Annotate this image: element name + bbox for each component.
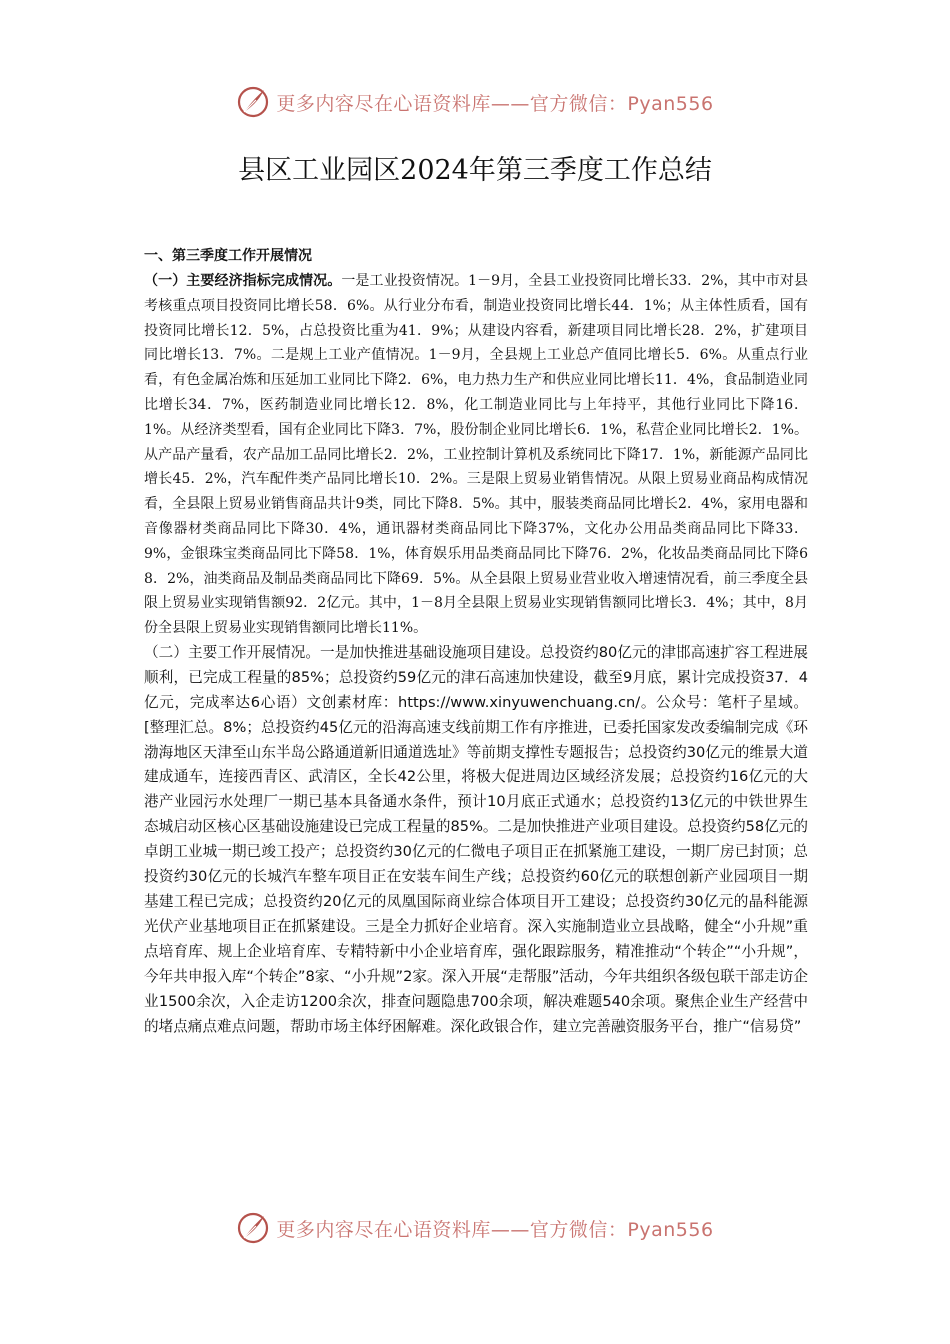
header-banner xyxy=(0,82,950,122)
paragraph-work-progress: （二）主要工作开展情况。一是加快推进基础设施项目建设。总投资约80亿元的津邯高速扩容工程进展顺利，已完成工程量的85%；总投资约59亿元的津石高速加快建设，截至9月底，累计完成投资37．4亿元，完成率达6心语）文创素材库：https://www.xinyuwenchuang.cn/。公众号：笔杆子星域。[整理汇总。8%；总投资约45亿元的沿海高速支线前期工作有序推进，已委托国家发改委编制完成《环渤海地区天津至山东半岛公路通道新旧通道选址》等前期支撑性专题报告；总投资约30亿元的维景大道建成通车，连接西青区、武清区，全长42公里，将极大促进周边区域经济发展；总投资约16亿元的大港产业园污水处理厂一期已基本具备通水条件，预计10月底正式通水；总投资约13亿元的中铁世界生态城启动区核心区基础设施建设已完成工程量的85%。二是加快推进产业项目建设。总投资约58亿元的卓朗工业城一期已竣工投产；总投资约30亿元的仁微电子项目正在抓紧施工建设，一期厂房已封顶；总投资约30亿元的长城汽车整车项目正在安装车间生产线；总投资约60亿元的联想创新产业园项目一期基建工程已完成；总投资约20亿元的凤凰国际商业综合体项目开工建设；总投资约30亿元的晶科能源光伏产业基地项目正在抓紧建设。三是全力抓好企业培育。深入实施制造业立县战略，健全“小升规”重点培育库、规上企业培育库、专精特新中小企业培育库，强化跟踪服务，精准推动“个转企”“小升规”，今年共申报入库“个转企”8家、“小升规”2家。深入开展“走帮服”活动，今年共组织各级包联干部走访企业1500余次，入企走访1200余次，排查问题隐患700余项，解决难题540余项。聚焦企业生产经营中的堵点痛点难点问题，帮助市场主体纾困解难。深化政银合作，建立完善融资服务平台，推广“信易贷” xyxy=(144,643,808,1035)
banner-text: 更多内容尽在心语资料库——官方微信：Pyan556 xyxy=(276,92,714,115)
document-body xyxy=(144,244,808,1039)
feather-pen-logo-icon xyxy=(236,85,270,119)
paragraph-body: 一是工业投资情况。1－9月，全县工业投资同比增长33．2%，其中市对县考核重点项目投资同比增长58．6%。从行业分布看，制造业投资同比增长44．1%；从主体性质看，国有投资同比增长12．5%，占总投资比重为41．9%；从建设内容看，新建项目同比增长28．2%，扩建项目同比增长13．7%。二是规上工业产值情况。1－9月，全县规上工业总产值同比增长5．6%。从重点行业看，有色金属冶炼和压延加工业同比下降2．6%，电力热力生产和供应业同比增长11．4%，食品制造业同比增长34．7%，医药制造业同比增长12．8%，化工制造业同比与上年持平，其他行业同比下降16．1%。从经济类型看，国有企业同比下降3．7%，股份制企业同比增长6．1%，私营企业同比增长2．1%。从产品产量看，农产品加工品同比增长2．2%，工业控制计算机及系统同比下降17．1%，新能源产品同比增长45．2%，汽车配件类产品同比增长10．2%。三是限上贸易业销售情况。从限上贸易业商品构成情况看，全县限上贸易业销售商品共计9类，同比下降8．5%。其中，服装类商品同比增长2．4%，家用电器和音像器材类商品同比下降30．4%，通讯器材类商品同比下降37%，文化办公用品类商品同比下降33．9%，金银珠宝类商品同比下降58．1%，体育娱乐用品类商品同比下降76．2%，化妆品类商品同比下降68．2%，油类商品及制品类商品同比下降69．5%。从全县限上贸易业营业收入增速情况看，前三季度全县限上贸易业实现销售额92．2亿元。其中，1－8月全县限上贸易业实现销售额同比增长3．4%；其中，8月份全县限上贸易业实现销售额同比增长11%。 xyxy=(144,273,808,637)
document-title: 县区工业园区2024年第三季度工作总结 xyxy=(238,155,712,186)
banner-text: 更多内容尽在心语资料库——官方微信：Pyan556 xyxy=(276,1218,714,1241)
paragraph-economic-indicators xyxy=(144,269,808,641)
paragraph-lead: （一）主要经济指标完成情况。 xyxy=(144,273,342,289)
section-heading: 一、第三季度工作开展情况 xyxy=(144,248,312,264)
footer-banner xyxy=(0,1208,950,1248)
feather-pen-logo-icon xyxy=(236,1211,270,1245)
